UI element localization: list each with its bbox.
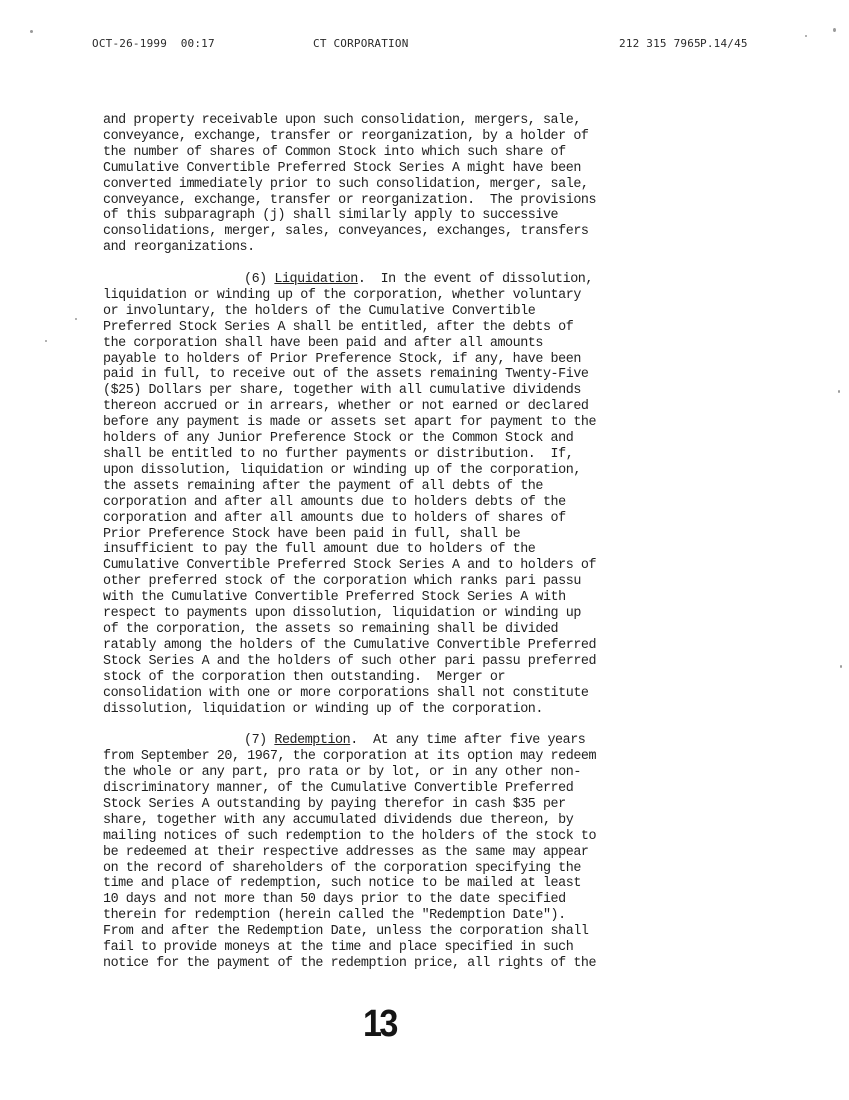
text-line: of this subparagraph (j) shall similarly apply to successive: [103, 208, 559, 224]
text-line: consolidations, merger, sales, conveyances, exchanges, transfers: [103, 224, 589, 240]
text-fragment: . In the event of dissolution,: [357, 272, 593, 288]
text-line: the assets remaining after the payment of all debts of the: [103, 478, 543, 494]
section-heading: Liquidation: [274, 272, 358, 288]
text-line: shall be entitled to no further payments or distribution. If,: [103, 447, 574, 463]
paragraph-continuation: [103, 113, 743, 256]
text-line: Stock Series A and the holders of such other pari passu preferred: [103, 653, 597, 669]
fax-phone: 212 315 7965: [619, 37, 701, 50]
text-line: the number of shares of Common Stock into which such share of: [103, 144, 566, 160]
text-line: with the Cumulative Convertible Preferred Stock Series A with: [103, 590, 566, 606]
text-line: respect to payments upon dissolution, liquidation or winding up: [103, 606, 581, 622]
text-line: of the corporation, the assets so remaining shall be divided: [103, 621, 559, 637]
text-line: insufficient to pay the full amount due to holders of the: [103, 542, 536, 558]
text-line: liquidation or winding up of the corporation, whether voluntary: [103, 287, 581, 303]
text-line: discriminatory manner, of the Cumulative Convertible Preferred: [103, 781, 574, 797]
text-line: notice for the payment of the redemption price, all rights of the: [103, 956, 597, 971]
text-line: From and after the Redemption Date, unless the corporation shall: [103, 924, 589, 940]
scan-speck: [840, 665, 842, 668]
text-line: consolidation with one or more corporations shall not constitute: [103, 685, 589, 701]
text-line: ($25) Dollars per share, together with all cumulative dividends: [103, 383, 581, 399]
text-line: fail to provide moneys at the time and place specified in such: [103, 940, 574, 956]
text-line: Preferred Stock Series A shall be entitled, after the debts of: [103, 319, 574, 335]
text-line: ratably among the holders of the Cumulative Convertible Preferred: [103, 637, 597, 653]
section-heading-line: [103, 272, 743, 288]
text-line: Cumulative Convertible Preferred Stock Series A and to holders of: [103, 558, 597, 574]
text-fragment: . At any time after five years: [350, 733, 586, 749]
text-line: paid in full, to receive out of the assets remaining Twenty-Five: [103, 367, 589, 383]
section-redemption: [103, 733, 743, 972]
text-line: the corporation shall have been paid and after all amounts: [103, 335, 543, 351]
section-heading: Redemption: [274, 733, 351, 749]
text-line: upon dissolution, liquidation or winding up of the corporation,: [103, 462, 581, 478]
fax-company: CT CORPORATION: [313, 37, 409, 50]
text-line: other preferred stock of the corporation which ranks pari passu: [103, 574, 581, 590]
text-line: dissolution, liquidation or winding up of the corporation.: [103, 701, 543, 717]
section-liquidation: [103, 272, 743, 717]
text-line: holders of any Junior Preference Stock or the Common Stock and: [103, 431, 574, 447]
section-number: (7): [244, 733, 267, 749]
text-line: Cumulative Convertible Preferred Stock Series A might have been: [103, 160, 581, 176]
text-line: mailing notices of such redemption to the holders of the stock to: [103, 828, 597, 844]
text-line: thereon accrued or in arrears, whether or not earned or declared: [103, 399, 589, 415]
text-line: share, together with any accumulated dividends due thereon, by: [103, 812, 574, 828]
fax-page-count: P.14/45: [700, 37, 748, 50]
text-line: conveyance, exchange, transfer or reorganization. The provisions: [103, 192, 597, 208]
text-line: time and place of redemption, such notice to be mailed at least: [103, 876, 581, 892]
document-body: [103, 113, 743, 972]
fax-date-time: OCT-26-1999 00:17: [92, 37, 215, 50]
scan-speck: [75, 318, 77, 320]
text-line: conveyance, exchange, transfer or reorganization, by a holder of: [103, 128, 589, 144]
text-line: on the record of shareholders of the corporation specifying the: [103, 860, 581, 876]
section-number: (6): [244, 272, 267, 288]
section-heading-line: [103, 733, 743, 749]
text-line: and property receivable upon such consolidation, mergers, sale,: [103, 113, 581, 128]
text-line: payable to holders of Prior Preference Stock, if any, have been: [103, 351, 581, 367]
text-line: therein for redemption (herein called the "Redemption Date").: [103, 908, 566, 924]
text-line: Prior Preference Stock have been paid in full, shall be: [103, 526, 521, 542]
text-line: the whole or any part, pro rata or by lot, or in any other non-: [103, 765, 581, 781]
text-line: 10 days and not more than 50 days prior to the date specified: [103, 892, 566, 908]
text-line: Stock Series A outstanding by paying therefor in cash $35 per: [103, 796, 566, 812]
text-line: corporation and after all amounts due to holders debts of the: [103, 494, 566, 510]
text-line: and reorganizations.: [103, 240, 255, 256]
scan-speck: [833, 28, 836, 32]
fax-header: [0, 37, 849, 53]
text-line: be redeemed at their respective addresses as the same may appear: [103, 844, 589, 860]
text-line: converted immediately prior to such consolidation, merger, sale,: [103, 176, 589, 192]
scan-speck: [30, 30, 33, 33]
scan-speck: [45, 340, 47, 342]
text-line: or involuntary, the holders of the Cumulative Convertible: [103, 303, 536, 319]
scan-speck: [838, 390, 840, 393]
text-line: before any payment is made or assets set apart for payment to the: [103, 415, 597, 431]
scan-speck: [805, 35, 807, 37]
text-line: corporation and after all amounts due to holders of shares of: [103, 510, 566, 526]
text-line: from September 20, 1967, the corporation at its option may redeem: [103, 749, 597, 765]
handwritten-page-number: 13: [363, 1003, 396, 1045]
text-line: stock of the corporation then outstanding. Merger or: [103, 669, 506, 685]
